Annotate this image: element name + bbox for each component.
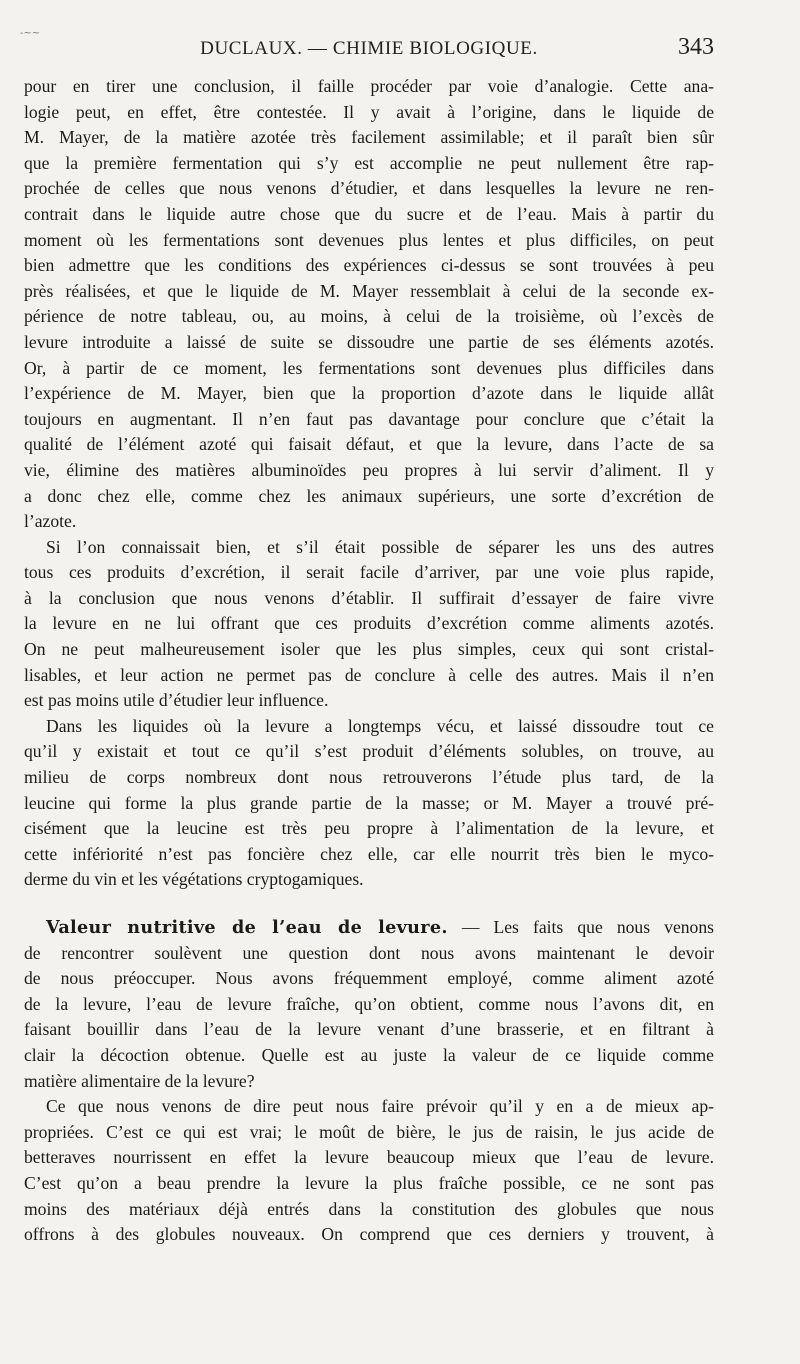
text-line: Si l’on connaissait bien, et s’il était possible de séparer les uns des autres	[46, 536, 714, 557]
section-title: Valeur nutritive de l’eau de levure.	[46, 917, 448, 938]
paragraph	[24, 714, 714, 893]
running-title: DUCLAUX. — CHIMIE BIOLOGIQUE.	[200, 38, 538, 59]
text-line: la levure en ne lui offrant que ces produits d’excrétion comme aliments azotés.	[24, 613, 714, 634]
text-line: bien admettre que les conditions des expériences ci-dessus se sont trouvées à peu	[24, 255, 714, 276]
paragraph	[24, 1094, 714, 1248]
text-line: périence de notre tableau, ou, au moins, à celui de la troisième, où l’excès de	[24, 306, 714, 327]
text-line: moment où les fermentations sont devenues plus lentes et plus difficiles, on peut	[24, 229, 714, 250]
text-line: vie, élimine des matières albuminoïdes peu propres à lui servir d’aliment. Il y	[24, 459, 714, 480]
text-line: à la conclusion que nous venons d’établir. Il suffirait d’essayer de faire vivre	[24, 587, 714, 608]
text-line: contrait dans le liquide autre chose que du sucre et de l’eau. Mais à partir du	[24, 203, 714, 224]
text-line: l’expérience de M. Mayer, bien que la proportion d’azote dans le liquide allât	[24, 383, 714, 404]
text-line: faisant bouillir dans l’eau de la levure venant d’une brasserie, et en filtrant à	[24, 1019, 714, 1040]
paragraph	[24, 74, 714, 535]
page-number: 343	[678, 34, 714, 60]
corner-mark: -~~	[20, 28, 41, 39]
text-line: clair la décoction obtenue. Quelle est au juste la valeur de ce liquide comme	[24, 1044, 714, 1065]
section-gap	[24, 893, 714, 915]
paragraph	[24, 535, 714, 714]
text-line: de rencontrer soulèvent une question dont nous avons maintenant le devoir	[24, 942, 714, 963]
text-line: matière alimentaire de la levure?	[24, 1070, 255, 1091]
text-line: milieu de corps nombreux dont nous retrouverons l’étude plus tard, de la	[24, 767, 714, 788]
text-line: C’est qu’on a beau prendre la levure la plus fraîche possible, ce ne sont pas	[24, 1172, 714, 1193]
text-line: On ne peut malheureusement isoler que les plus simples, ceux qui sont cristal-	[24, 639, 714, 660]
text-line: que la première fermentation qui s’y est accomplie ne peut nullement être rap-	[24, 152, 714, 173]
text-line: est pas moins utile d’étudier leur influence.	[24, 690, 329, 711]
text-line: a donc chez elle, comme chez les animaux supérieurs, une sorte d’excrétion de	[24, 485, 714, 506]
text-line: cette infériorité n’est pas foncière chez elle, car elle nourrit très bien le myco-	[24, 843, 714, 864]
text-run: — Les faits que nous venons	[447, 917, 714, 937]
text-line: betteraves nourrissent en effet la levure beaucoup mieux que l’eau de levure.	[24, 1147, 714, 1168]
text-line: pour en tirer une conclusion, il faille procéder par voie d’analogie. Cette ana-	[24, 76, 714, 96]
text-line: leucine qui forme la plus grande partie de la masse; or M. Mayer a trouvé pré-	[24, 792, 714, 813]
paragraph	[24, 915, 714, 1094]
text-line: tous ces produits d’excrétion, il serait facile d’arriver, par une voie plus rapide,	[24, 562, 714, 583]
text-line: propriées. C’est ce qui est vrai; le moût de bière, le jus de raisin, le jus acide de	[24, 1121, 714, 1142]
text-line: levure introduite a laissé de suite se dissoudre une partie de ses éléments azotés.	[24, 331, 714, 352]
text-line: toujours en augmentant. Il n’en faut pas davantage pour conclure que c’était la	[24, 408, 714, 429]
text-line: qualité de l’élément azoté qui faisait défaut, et que la levure, dans l’acte de sa	[24, 434, 714, 455]
section-heading-line	[24, 915, 714, 941]
body-text	[24, 74, 714, 1248]
text-line: cisément que la leucine est très peu propre à l’alimentation de la levure, et	[24, 818, 714, 839]
page-header	[24, 34, 714, 68]
text-line: Dans les liquides où la levure a longtemps vécu, et laissé dissoudre tout ce	[46, 715, 714, 736]
text-line: près réalisées, et que le liquide de M. Mayer ressemblait à celui de la seconde ex-	[24, 280, 714, 301]
text-line: de nous préoccuper. Nous avons fréquemment employé, comme aliment azoté	[24, 968, 714, 989]
text-line: Or, à partir de ce moment, les fermentations sont devenues plus difficiles dans	[24, 357, 714, 378]
text-line: prochée de celles que nous venons d’étudier, et dans lesquelles la levure ne ren-	[24, 178, 714, 199]
text-line: M. Mayer, de la matière azotée très facilement assimilable; et il paraît bien sûr	[24, 127, 714, 148]
text-line: l’azote.	[24, 511, 77, 532]
text-line: logie peut, en effet, être contestée. Il y avait à l’origine, dans le liquide de	[24, 101, 714, 122]
text-line: derme du vin et les végétations cryptogamiques.	[24, 869, 364, 890]
text-line: offrons à des globules nouveaux. On comprend que ces derniers y trouvent, à	[24, 1224, 714, 1245]
text-line: qu’il y existait et tout ce qu’il s’est produit d’éléments solubles, on trouve, au	[24, 741, 714, 762]
text-line: lisables, et leur action ne permet pas de conclure à celle des autres. Mais il n’en	[24, 664, 714, 685]
text-line: Ce que nous venons de dire peut nous faire prévoir qu’il y en a de mieux ap-	[46, 1096, 714, 1117]
text-line: de la levure, l’eau de levure fraîche, qu’on obtient, comme nous l’avons dit, en	[24, 993, 714, 1014]
text-line: moins des matériaux déjà entrés dans la constitution des globules que nous	[24, 1198, 714, 1219]
